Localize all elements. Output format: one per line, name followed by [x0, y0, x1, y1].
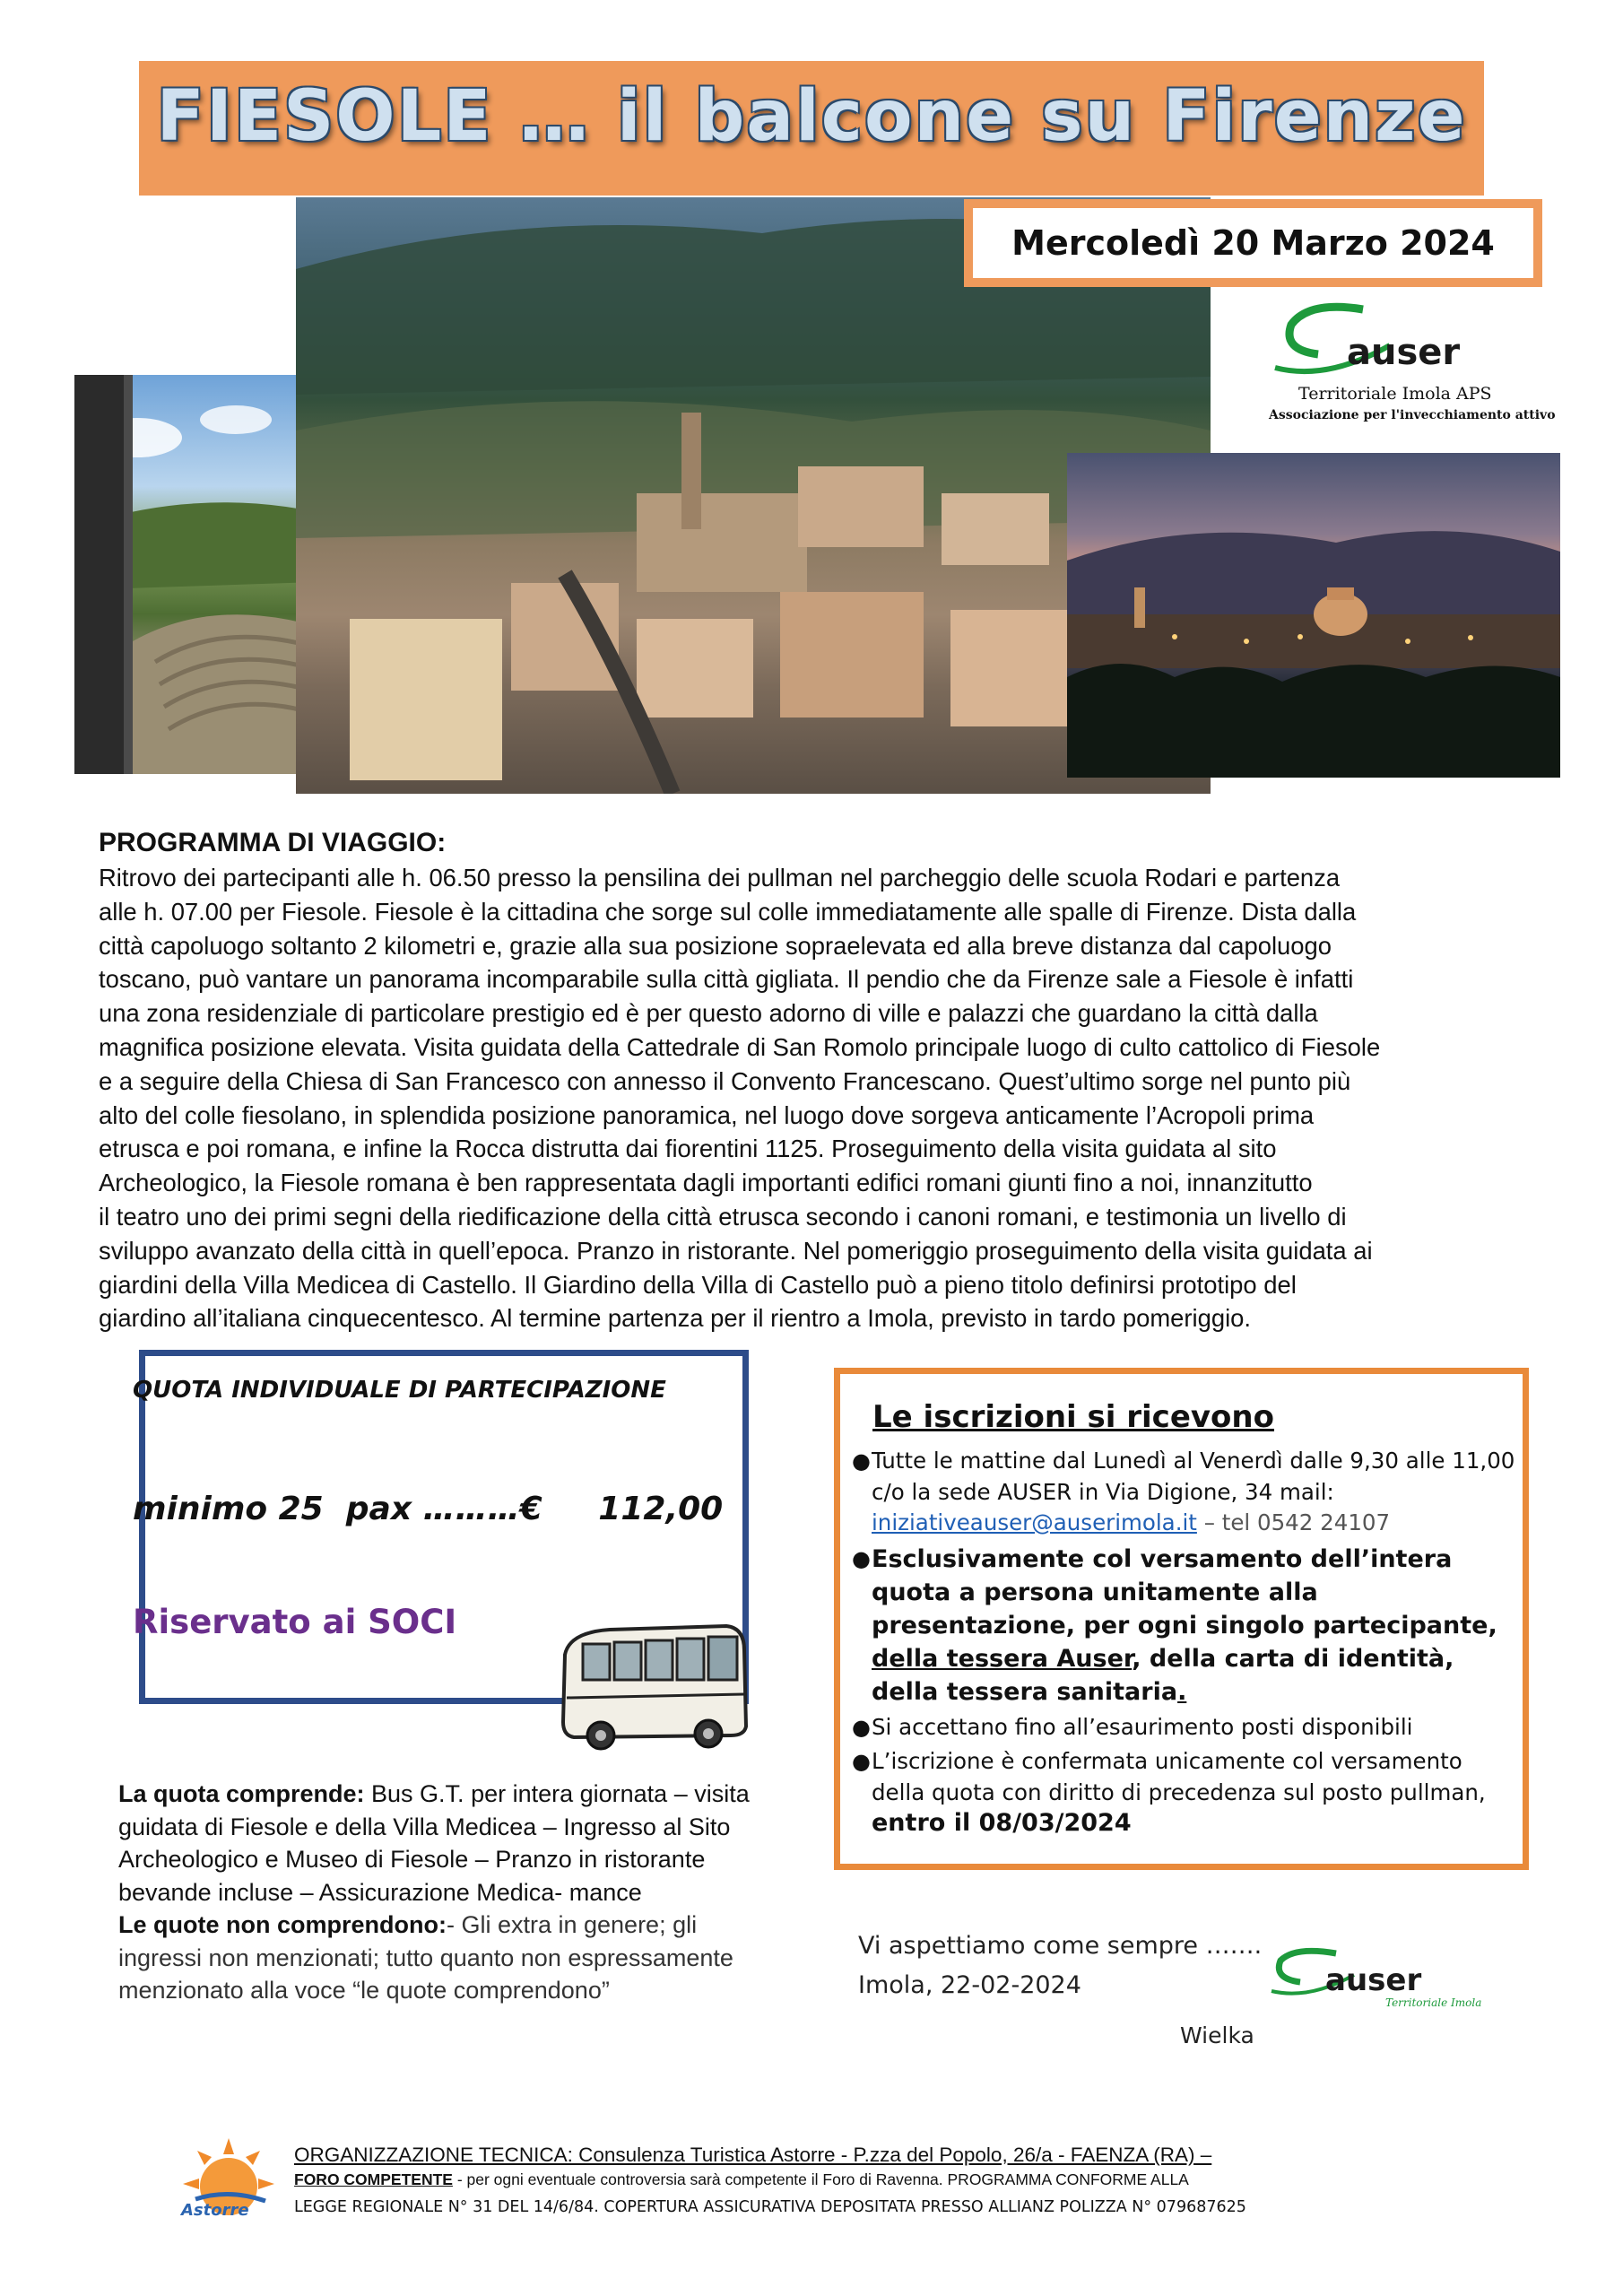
auser-logo-small [1264, 1946, 1488, 2009]
programma-line: alto del colle fiesolano, in splendida posizione panoramica, nel luogo dove sorgeva anticamente l’Acropoli prima [99, 1100, 1315, 1129]
programma-line: sviluppo avanzato della città in quell’epoca. Pranzo in ristorante. Nel pomeriggio proseguimento della visita guidata ai [99, 1236, 1373, 1265]
phone-number: – tel 0542 24107 [1196, 1509, 1391, 1535]
footer-organization: ORGANIZZAZIONE TECNICA: Consulenza Turistica Astorre - P.zza del Popolo, 26/a - FAENZA (RA) – [294, 2144, 1212, 2166]
bus-icon [556, 1619, 753, 1753]
email-link[interactable]: iniziativeauser@auserimola.it [872, 1509, 1197, 1535]
programma-line: magnifica posizione elevata. Visita guidata della Cattedrale di San Romolo principale luogo di culto cattolico di Fiesole [99, 1032, 1381, 1061]
page-title: FIESOLE … il balcone su Firenze [156, 76, 1467, 157]
programma-line: e a seguire della Chiesa di San Francesco con annesso il Convento Francescano. Quest’ultimo sorge nel punto più [99, 1066, 1351, 1095]
iscrizioni-heading: Le iscrizioni si ricevono [872, 1399, 1274, 1435]
programma-line: etrusca e poi romana, e infine la Rocca distrutta dai fiorentini 1125. Proseguimento della visita guidata al sito [99, 1135, 1277, 1163]
iscr-item4-a: L’iscrizione è confermata unicamente col versamento della quota con diritto di precedenza sul posto pullman, [872, 1748, 1486, 1805]
programma-line: alle h. 07.00 per Fiesole. Fiesole è la cittadina che sorge sul colle immediatamente alle spalle di Firenze. Dista dalla [99, 897, 1357, 926]
list-item [852, 1543, 1515, 1709]
auser-logo-word: auser [1347, 332, 1461, 373]
auser-small-word: auser [1325, 1962, 1422, 1998]
programma-line: giardini della Villa Medicea di Castello. Il Giardino della Villa di Castello può a pieno titolo definirsi prototipo del [99, 1270, 1297, 1299]
footer-legge: LEGGE REGIONALE N° 31 DEL 14/6/84. COPERTURA ASSICURATIVA DEPOSITATA PRESSO ALLIANZ POLIZZA N° 079687625 [294, 2198, 1246, 2216]
list-item [852, 1746, 1515, 1839]
auser-small-sub: Territoriale Imola [1385, 1996, 1482, 2009]
list-item [852, 1712, 1515, 1744]
iscr-item2-c: , della carta di identità, della tessera sanitaria [872, 1644, 1454, 1706]
iscr-item2-a: Esclusivamente col versamento dell’intera quota a persona unitamente alla presentazione, per ogni singolo partecipante, [872, 1544, 1497, 1639]
iscr-item1-text: Tutte le mattine dal Lunedì al Venerdì dalle 9,30 alle 11,00 c/o la sede AUSER in Via Digione, 34 mail: [872, 1448, 1515, 1505]
programma-line: città capoluogo soltanto 2 kilometri e, grazie alla sua posizione sopraelevata ed alla breve distanza dal capoluogo [99, 931, 1332, 960]
programma-text [99, 861, 1533, 1335]
iscrizioni-list [852, 1446, 1515, 1843]
closing-block [858, 1926, 1262, 2005]
auser-logo-line1: Territoriale Imola APS [1298, 384, 1492, 404]
iscr-item3: Si accettano fino all’esaurimento posti disponibili [872, 1713, 1413, 1740]
bullet-icon: ● [852, 1749, 871, 1774]
event-date: Mercoledì 20 Marzo 2024 [1011, 223, 1495, 263]
astorre-logo [179, 2135, 278, 2233]
incl-label: La quota comprende: [118, 1780, 365, 1807]
closing-line2: Imola, 22-02-2024 [858, 1971, 1081, 1999]
auser-logo [1255, 296, 1556, 430]
iscr-item2-b: della tessera Auser [872, 1644, 1133, 1673]
closing-line1: Vi aspettiamo come sempre ……. [858, 1932, 1263, 1960]
astorre-logo-text: Astorre [181, 2201, 249, 2220]
bullet-icon: ● [852, 1448, 871, 1474]
iscr-item4-b: entro il 08/03/2024 [872, 1809, 1132, 1837]
programma-line: Archeologico, la Fiesole romana è ben rappresentata dagli importanti edifici romani giunti fino a noi, innanzitutto [99, 1169, 1313, 1197]
bullet-icon: ● [852, 1545, 871, 1571]
quota-comprende [118, 1778, 764, 2007]
auser-logo-line2: Associazione per l'invecchiamento attivo [1269, 408, 1556, 422]
nonincl-text: - Gli extra in genere; gli ingressi non menzionati; tutto quanto non espressamente menzionato alla voce “le quote comprendono” [118, 1911, 733, 2004]
bullet-icon: ● [852, 1714, 871, 1740]
reserved-label: Riservato ai SOCI [133, 1603, 457, 1641]
programma-line: Ritrovo dei partecipanti alle h. 06.50 presso la pensilina dei pullman nel parcheggio delle scuola Rodari e partenza [99, 864, 1341, 891]
foro-label: FORO COMPETENTE [294, 2170, 453, 2188]
programma-heading: PROGRAMMA DI VIAGGIO: [99, 828, 447, 857]
florence-panorama-photo [1067, 453, 1560, 778]
nonincl-label: Le quote non comprendono: [118, 1911, 447, 1938]
quota-heading: QUOTA INDIVIDUALE DI PARTECIPAZIONE [133, 1377, 666, 1404]
incl-text: Bus G.T. per intera giornata – visita guidata di Fiesole e della Villa Medicea – Ingresso al Sito Archeologico e Museo di Fiesole – Pranzo in ristorante bevande incluse – Assicurazione Medica- mance [118, 1780, 750, 1906]
programma-line: giardino all’italiana cinquecentesco. Al termine partenza per il rientro a Imola, previsto in tardo pomeriggio. [99, 1304, 1252, 1333]
signature: Wielka [1180, 2022, 1254, 2048]
list-item [852, 1446, 1515, 1539]
footer-foro [294, 2170, 1189, 2189]
programma-line: il teatro uno dei primi segni della riedificazione della città etrusca secondo i canoni romani, e testimonia un livello di [99, 1202, 1347, 1231]
quota-price: minimo 25 pax ………€ 112,00 [133, 1491, 724, 1527]
iscr-item2-d: . [1177, 1677, 1187, 1706]
foro-text: - per ogni eventuale controversia sarà competente il Foro di Ravenna. PROGRAMMA CONFORME ALLA [452, 2170, 1189, 2188]
programma-line: una zona residenziale di particolare prestigio ed è per questo adorno di ville e palazzi che guardano la città dalla [99, 999, 1318, 1028]
programma-line: toscano, può vantare un panorama incomparabile sulla città gigliata. Il pendio che da Firenze sale a Fiesole è infatti [99, 965, 1354, 994]
